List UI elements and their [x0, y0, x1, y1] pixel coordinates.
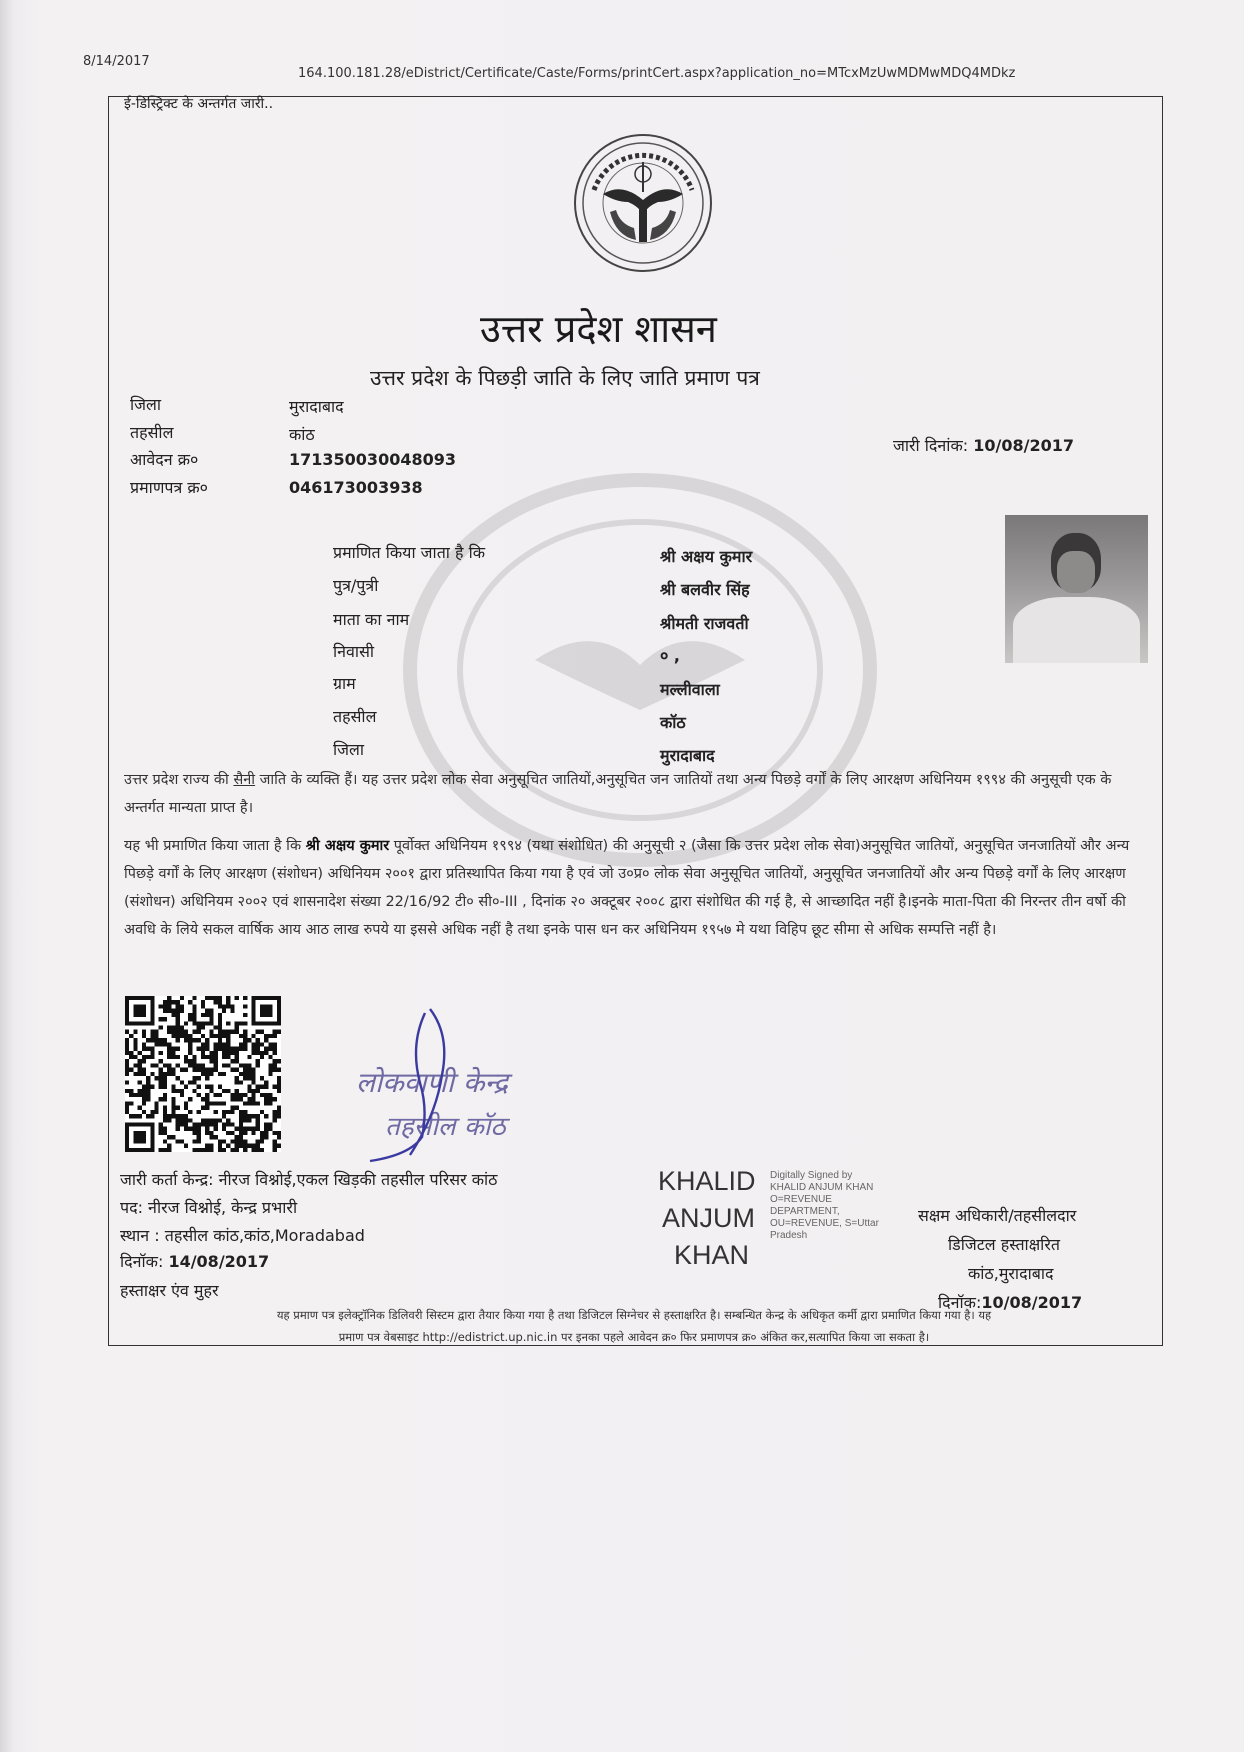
print-url: 164.100.181.28/eDistrict/Certificate/Caste/Forms/printCert.aspx?application_no=MTcxMzUwMDMwMDQ4MDkz: [298, 66, 1016, 81]
issuer-date: [120, 1250, 269, 1272]
page-title: उत्तर प्रदेश शासन: [480, 307, 717, 351]
detail-label-resident: निवासी: [333, 642, 375, 661]
meta-value-certificate-no: 046173003938: [289, 478, 423, 497]
detail-value-resident: ० ,: [660, 646, 680, 665]
detail-label-tehsil: तहसील: [333, 707, 377, 726]
detail-label-certified: प्रमाणित किया जाता है कि: [333, 543, 486, 562]
detail-value-mother: श्रीमती राजवती: [660, 614, 749, 633]
authority-date-label: दिनॉक:: [938, 1293, 982, 1312]
applicant-name-inline: श्री अक्षय कुमार: [305, 838, 390, 854]
issue-date-label: जारी दिनांक:: [893, 436, 969, 455]
authority-place: कांठ,मुरादाबाद: [968, 1264, 1054, 1283]
detail-label-village: ग्राम: [333, 674, 356, 693]
meta-label-district: जिला: [130, 395, 162, 414]
meta-label-tehsil: तहसील: [130, 423, 174, 442]
meta-label-application-no: आवेदन क्र०: [130, 450, 199, 469]
issuer-date-label: दिनॉक:: [120, 1252, 164, 1271]
digital-signer-name-2: ANJUM: [662, 1203, 755, 1233]
caste-name: सैनी: [233, 772, 256, 788]
digital-signature-details: Digitally Signed by KHALID ANJUM KHAN O=REVENUE DEPARTMENT, OU=REVENUE, S=Uttar Pradesh: [770, 1170, 879, 1241]
issuer-post: पद: नीरज विश्नोई, केन्द्र प्रभारी: [120, 1198, 298, 1217]
qr-code: [125, 996, 281, 1152]
issuer-place: स्थान : तहसील कांठ,कांठ,Moradabad: [120, 1226, 365, 1245]
footer-line-2: प्रमाण पत्र वेबसाइट http://edistrict.up.nic.in पर इनका पहले आवेदन क्र० फिर प्रमाणपत्र क्र० अंकित कर,सत्यापित किया जा सकता है।: [338, 1330, 930, 1344]
authority-date-value: 10/08/2017: [981, 1293, 1083, 1312]
detail-label-mother: माता का नाम: [333, 610, 410, 629]
stamp-line-1: लोकवाणी केन्द्र: [356, 1066, 508, 1099]
print-date: 8/14/2017: [83, 54, 150, 69]
detail-value-father: श्री बलवीर सिंह: [660, 580, 750, 599]
detail-value-district: मुरादाबाद: [660, 746, 715, 765]
detail-label-son-of: पुत्र/पुत्री: [333, 576, 379, 595]
meta-value-district: मुरादाबाद: [289, 397, 344, 416]
detail-value-village: मल्लीवाला: [660, 680, 720, 699]
issued-under-note: ई-डिस्ट्रिक्ट के अन्तर्गत जारी..: [124, 96, 274, 112]
caste-paragraph: उत्तर प्रदेश राज्य की सैनी जाति के व्यक्ति हैं। यह उत्तर प्रदेश लोक सेवा अनुसूचित जातियों,अनुसूचित जन जातियों तथा अन्य पिछड़े वर्गों के लिए आरक्षण अधिनियम १९९४ की अनुसूची एक के अन्तर्गत मान्यता प्राप्त है।: [124, 772, 1112, 816]
issuer-center: जारी कर्ता केन्द्र: नीरज विश्नोई,एकल खिड़की तहसील परिसर कांठ: [120, 1170, 498, 1189]
up-state-emblem-icon: [572, 132, 714, 274]
applicant-photo: [1005, 515, 1148, 663]
sign-seal-label: हस्ताक्षर एंव मुहर: [120, 1281, 219, 1300]
authority-title: सक्षम अधिकारी/तहसीलदार: [918, 1206, 1077, 1225]
issuer-date-value: 14/08/2017: [168, 1252, 270, 1271]
handwritten-signature: [350, 1005, 490, 1165]
meta-value-application-no: 171350030048093: [289, 450, 456, 469]
digital-signer-name-3: KHAN: [674, 1240, 750, 1270]
issue-date-value: 10/08/2017: [973, 436, 1074, 455]
footer-line-1: यह प्रमाण पत्र इलेक्ट्रॉनिक डिलिवरी सिस्टम द्वारा तैयार किया गया है तथा डिजिटल सिग्नेचर से हस्ताक्षरित है। सम्बन्धित केन्द्र के अधिकृत कर्मी द्वारा प्रमाणित किया गया है। यह: [276, 1308, 992, 1322]
detail-value-name: श्री अक्षय कुमार: [660, 547, 753, 566]
detail-label-district: जिला: [333, 740, 365, 759]
authority-digital: डिजिटल हस्ताक्षरित: [948, 1235, 1060, 1254]
issue-date: [893, 434, 1074, 456]
stamp-line-2: तहसील कॉठ: [385, 1112, 506, 1142]
meta-value-tehsil: कांठ: [289, 425, 315, 444]
digital-signer-name-1: KHALID: [658, 1166, 756, 1196]
certificate-subtitle: उत्तर प्रदेश के पिछड़ी जाति के लिए जाति प्रमाण पत्र: [370, 366, 760, 390]
meta-label-certificate-no: प्रमाणपत्र क्र०: [130, 478, 208, 497]
detail-value-tehsil: कॉठ: [660, 713, 686, 732]
income-paragraph: यह भी प्रमाणित किया जाता है कि श्री अक्षय कुमार पूर्वोक्त अधिनियम १९९४ (यथा संशोधित) की अनुसूची २ (जैसा कि उत्तर प्रदेश लोक सेवा)अनुसूचित जातियों, अनुसूचित जनजातियों और अन्य पिछड़े वर्गों के लिए आरक्षण (संशोधन) अधिनियम २००१ द्वारा प्रतिस्थापित किया गया है एवं जो उ०प्र० लोक सेवा अनुसूचित जातियों, अनुसूचित जनजातियों और अन्य पिछड़े वर्गों के लिए आरक्षण (संशोधन) अधिनियम २००२ एवं शासनादेश संख्या 22/16/92 टी० सी०-III , दिनांक २० अक्टूबर २००८ द्वारा संशोधित की गई है, से आच्छादित नहीं है।इनके माता-पिता की निरन्तर तीन वर्षो की अवधि के लिये सकल वार्षिक आय आठ लाख रुपये या इससे अधिक नहीं है तथा इनके पास धन कर अधिनियम १९५७ मे यथा विहिप छूट सीमा से अधिक सम्पत्ति नहीं है।: [124, 838, 1130, 938]
